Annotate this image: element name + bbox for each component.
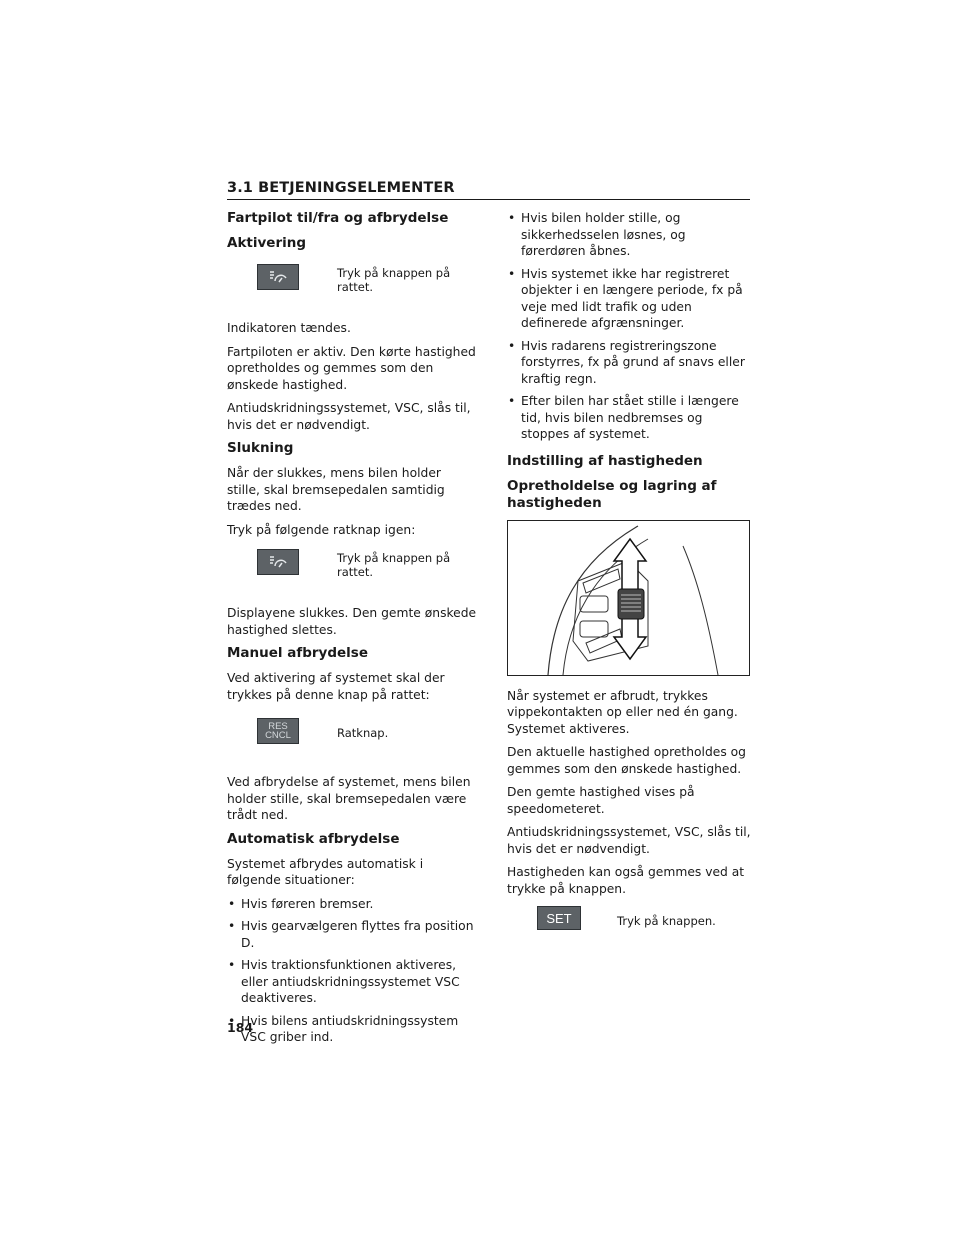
cncl-text: CNCL (265, 730, 291, 741)
button-caption: Tryk på knappen på rattet. (337, 266, 451, 294)
cruise-control-button (257, 549, 299, 575)
paragraph: Systemet afbrydes automatisk i følgende situationer: (227, 856, 424, 887)
set-button: SET (537, 906, 581, 930)
list-item: • Hvis radarens registreringszone forstyrres, fx på grund af snavs eller kraftig regn. (507, 338, 752, 388)
paragraph: Når systemet er afbrudt, trykkes vippekontakten op eller ned én gang. Systemet aktiveres. (507, 688, 738, 736)
list-item: • Efter bilen har stået stille i længere tid, hvis bilen nedbremses og stoppes af systemet. (507, 393, 752, 443)
list-item: • Hvis bilens antiudskridningssystem VSC griber ind. (227, 1013, 477, 1046)
left-column (227, 210, 477, 1052)
button-row-activate (227, 260, 477, 312)
paragraph: Når der slukkes, mens bilen holder stille, skal bremsepedalen samtidig trædes ned. (227, 466, 445, 513)
button-caption: Tryk på knappen på rattet. (337, 551, 451, 579)
section-title: 3.1 BETJENINGSELEMENTER (227, 180, 455, 196)
paragraph: Tryk på følgende ratknap igen: (227, 522, 416, 537)
heading-main: Fartpilot til/fra og afbrydelse (227, 210, 449, 226)
list-item: • Hvis bilen holder stille, og sikkerhedsselen løsnes, og førerdøren åbnes. (507, 210, 752, 260)
heading-setting: Indstilling af hastigheden (507, 452, 703, 469)
heading-manual: Manuel afbrydelse (227, 645, 368, 661)
cruise-control-button (257, 264, 299, 290)
button-row-res (227, 710, 477, 766)
cruise-control-icon (267, 269, 289, 285)
steering-wheel-switch-icon (508, 521, 749, 675)
heading-activation: Aktivering (227, 235, 307, 251)
button-row-off (227, 545, 477, 597)
list-item: • Hvis føreren bremser. (227, 896, 477, 913)
button-caption: Tryk på knappen. (617, 914, 716, 928)
paragraph: Ved aktivering af systemet skal der trykkes på denne knap på rattet: (227, 671, 445, 702)
section-divider (227, 199, 750, 200)
paragraph: Displayene slukkes. Den gemte ønskede hastighed slettes. (227, 606, 477, 637)
button-caption: Ratknap. (337, 726, 389, 740)
heading-auto: Automatisk afbrydelse (227, 830, 400, 847)
paragraph: Ved afbrydelse af systemet, mens bilen holder stille, skal bremsepedalen være trådt ned. (227, 775, 471, 822)
page-number: 184 (227, 1020, 254, 1035)
right-column (507, 210, 752, 952)
button-row-set (507, 904, 752, 944)
paragraph: Antiudskridningssystemet, VSC, slås til, hvis det er nødvendigt. (227, 401, 471, 432)
heading-off: Slukning (227, 440, 294, 456)
paragraph: Antiudskridningssystemet, VSC, slås til, hvis det er nødvendigt. (507, 825, 751, 856)
paragraph: Indikatoren tændes. (227, 321, 351, 335)
paragraph: Den gemte hastighed vises på speedometeret. (507, 785, 695, 816)
list-item: • Hvis systemet ikke har registreret objekter i en længere periode, fx på veje med lidt trafik og uden definerede afgrænsninger. (507, 266, 752, 332)
res-cncl-button (257, 718, 299, 744)
paragraph: Den aktuelle hastighed opretholdes og gemmes som den ønskede hastighed. (507, 745, 746, 776)
paragraph: Fartpiloten er aktiv. Den kørte hastighed opretholdes og gemmes som den ønskede hastighed. (227, 344, 476, 392)
paragraph: Hastigheden kan også gemmes ved at trykke på knappen. (507, 865, 745, 896)
list-item: • Hvis gearvælgeren flyttes fra position D. (227, 918, 477, 951)
heading-maintain: Opretholdelse og lagring af hastigheden (507, 477, 717, 511)
steering-wheel-illustration (507, 520, 750, 676)
cruise-control-icon (267, 554, 289, 570)
list-item: • Hvis traktionsfunktionen aktiveres, eller antiudskridningssystemet VSC deaktiveres. (227, 957, 477, 1007)
res-text: RES (268, 720, 288, 732)
